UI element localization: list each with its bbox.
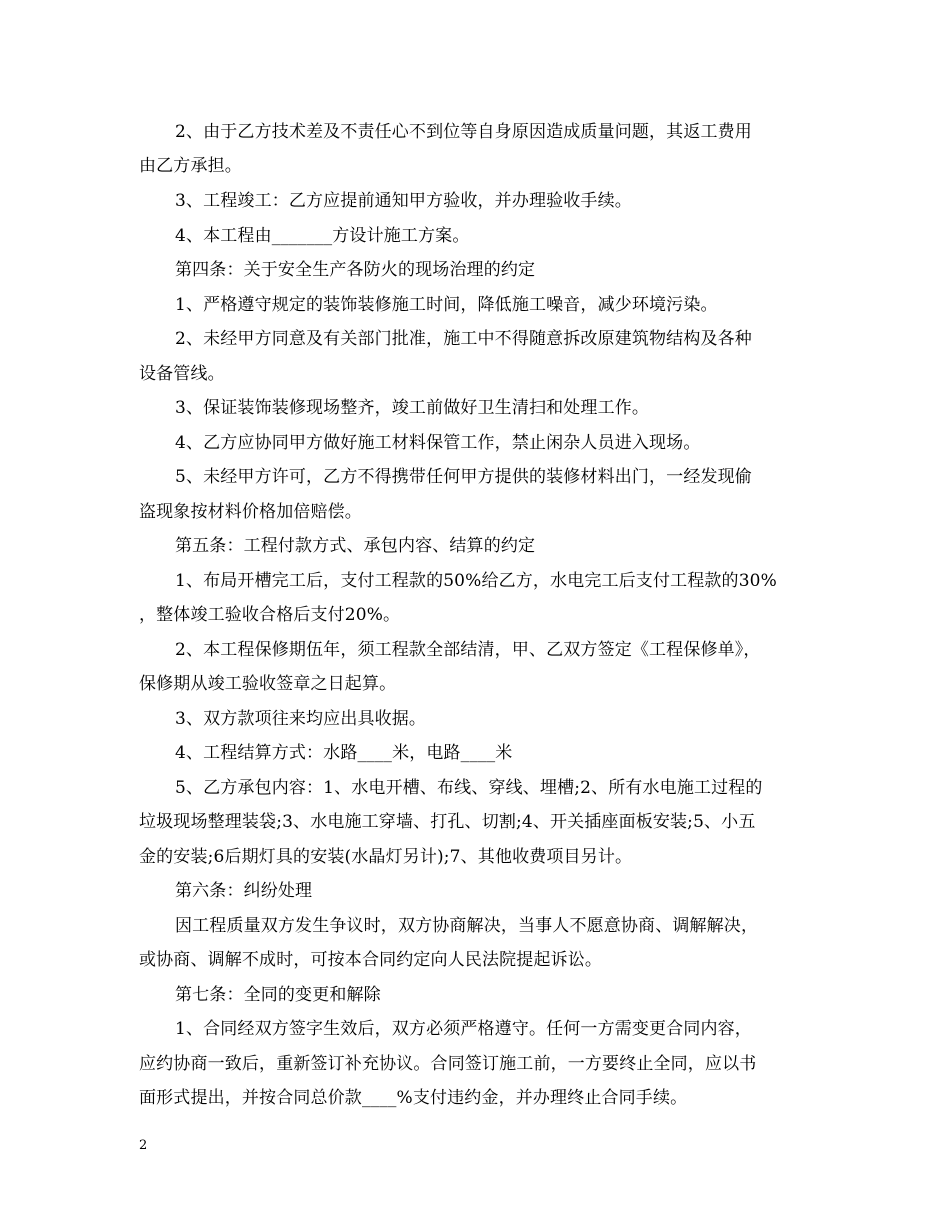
text-line: 5、未经甲方许可，乙方不得携带任何甲方提供的装修材料出门，一经发现偷 xyxy=(175,467,752,487)
text-line: 垃圾现场整理装袋;3、水电施工穿墙、打孔、切割;4、开关插座面板安装;5、小五 xyxy=(139,812,756,832)
text-line: 因工程质量双方发生争议时，双方协商解决，当事人不愿意协商、调解解决， xyxy=(175,916,759,936)
text-line: 由乙方承担。 xyxy=(139,156,242,176)
text-line: 1、合同经双方签字生效后，双方必须严格遵守。任何一方需变更合同内容， xyxy=(175,1019,752,1039)
text-line: 2、由于乙方技术差及不责任心不到位等自身原因造成质量问题，其返工费用 xyxy=(175,122,752,142)
text-line: 5、乙方承包内容：1、水电开槽、布线、穿线、埋槽;2、所有水电施工过程的 xyxy=(175,778,763,798)
text-line: 1、严格遵守规定的装饰装修施工时间，降低施工噪音，减少环境污染。 xyxy=(175,295,718,315)
text-line: 3、保证装饰装修现场整齐，竣工前做好卫生清扫和处理工作。 xyxy=(175,398,650,418)
text-line: 设备管线。 xyxy=(139,364,225,384)
text-line: 3、工程竣工：乙方应提前通知甲方验收，并办理验收手续。 xyxy=(175,191,632,211)
section-heading: 第七条：全同的变更和解除 xyxy=(175,985,381,1005)
section-heading: 第五条：工程付款方式、承包内容、结算的约定 xyxy=(175,536,536,556)
text-line: 4、乙方应协同甲方做好施工材料保管工作，禁止闲杂人员进入现场。 xyxy=(175,433,701,453)
text-line: 或协商、调解不成时，可按本合同约定向人民法院提起诉讼。 xyxy=(139,950,603,970)
text-line: 应约协商一致后，重新签订补充协议。合同签订施工前，一方要终止全同，应以书 xyxy=(139,1054,757,1074)
page-number: 2 xyxy=(139,1138,148,1153)
text-line: ，整体竣工验收合格后支付20%。 xyxy=(139,605,401,625)
text-line: 1、布局开槽完工后，支付工程款的50%给乙方，水电完工后支付工程款的30% xyxy=(175,571,777,591)
text-line: 3、双方款项往来均应出具收据。 xyxy=(175,709,427,729)
text-line: 盗现象按材料价格加倍赔偿。 xyxy=(139,502,362,522)
text-line: 金的安装;6后期灯具的安装(水晶灯另计);7、其他收费项目另计。 xyxy=(139,847,633,867)
text-line: 面形式提出，并按合同总价款____%支付违约金，并办理终止合同手续。 xyxy=(139,1088,688,1108)
text-line: 4、工程结算方式：水路____米，电路____米 xyxy=(175,743,513,763)
text-line: 保修期从竣工验收签章之日起算。 xyxy=(139,674,397,694)
section-heading: 第六条：纠纷处理 xyxy=(175,881,313,901)
section-heading: 第四条：关于安全生产各防火的现场治理的约定 xyxy=(175,260,536,280)
text-line: 4、本工程由_______方设计施工方案。 xyxy=(175,226,470,246)
text-line: 2、本工程保修期伍年，须工程款全部结清，甲、乙双方签定《工程保修单》， xyxy=(175,640,761,660)
text-line: 2、未经甲方同意及有关部门批准，施工中不得随意拆改原建筑物结构及各种 xyxy=(175,329,752,349)
